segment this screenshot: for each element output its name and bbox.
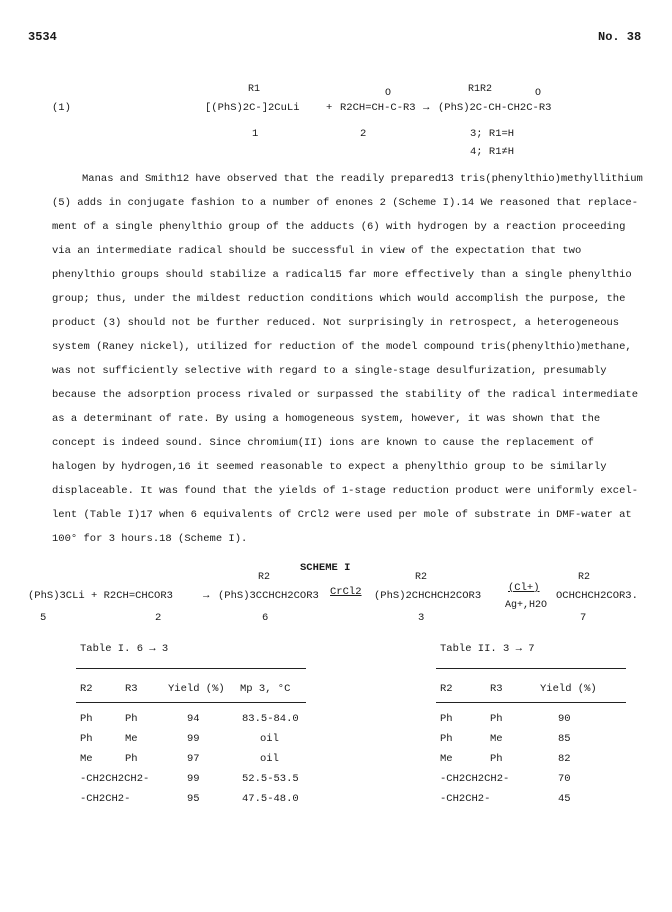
table-cell: 45 <box>558 793 571 805</box>
eq1-r1-label: R1 <box>248 84 261 95</box>
table-cell: 52.5-53.5 <box>242 773 299 785</box>
paragraph-line: was not sufficiently selective with regard to a single-stage desulfurization, presumably <box>52 365 607 377</box>
equation-label: (1) <box>52 102 71 114</box>
table-cell: Ph <box>80 733 93 745</box>
compound-number-5: 5 <box>40 612 47 624</box>
table-header: Yield (%) <box>540 683 597 695</box>
table-header: R3 <box>490 683 503 695</box>
eq1-product: (PhS)2C-CH-CH2C-R3 <box>438 102 552 114</box>
compound-number-4: 4; R1≠H <box>470 146 515 158</box>
table-cell: Ph <box>490 753 503 765</box>
table-cell: Me <box>490 733 503 745</box>
paragraph-line: displaceable. It was found that the yields of 1-stage reduction product were uniformly excel- <box>52 485 638 497</box>
paragraph-line: product (3) should not be further reduced. Not surprisingly in retrospect, a heterogeneous <box>52 317 620 329</box>
table-cell: -CH2CH2- <box>80 793 131 805</box>
scheme-reagent-crcl2: CrCl2 <box>330 586 362 598</box>
scheme-reagent-chloronium: (Cl+) <box>508 582 540 594</box>
table-cell: -CH2CH2- <box>440 793 491 805</box>
page-number: 3534 <box>28 30 57 44</box>
issue-number: No. 38 <box>598 30 642 44</box>
table-cell: Ph <box>80 713 93 725</box>
scheme-reactants: (PhS)3CLi + R2CH=CHCOR3 <box>28 590 173 602</box>
paragraph-line: phenylthio groups should stabilize a radical15 far more effectively than a single phenylthio <box>52 269 632 281</box>
table-cell: Ph <box>125 713 138 725</box>
table-title: Table II. 3 → 7 <box>440 643 535 655</box>
paragraph-line: system (Raney nickel), utilized for reduction of the model compound tris(phenylthio)methane, <box>52 341 632 353</box>
table-rule-mid <box>436 702 626 703</box>
scheme-title: SCHEME I <box>300 562 351 574</box>
eq1-arrow: → <box>423 102 430 114</box>
table-cell: 85 <box>558 733 571 745</box>
eq1-oxygen-1: O <box>385 88 392 99</box>
table-cell: 97 <box>187 753 200 765</box>
compound-number-1: 1 <box>252 128 259 140</box>
compound-number-2: 2 <box>360 128 367 140</box>
paragraph-line: 100° for 3 hours.18 (Scheme I). <box>52 533 248 545</box>
paragraph-line: ment of a single phenylthio group of the adducts (6) with hydrogen by a reaction proceeding <box>52 221 626 233</box>
eq1-r1r2-label: R1R2 <box>468 84 493 95</box>
scheme-arrow: → <box>203 590 210 602</box>
table-cell: oil <box>260 733 279 745</box>
table-title: Table I. 6 → 3 <box>80 643 169 655</box>
scheme-final-product: OCHCHCH2COR3. <box>556 590 638 602</box>
paragraph-line: because the adsorption process rivaled or surpassed the stability of the radical intermediate <box>52 389 638 401</box>
table-cell: -CH2CH2CH2- <box>80 773 150 785</box>
table-rule-top <box>436 668 626 669</box>
scheme-adduct: (PhS)3CCHCH2COR3 <box>218 590 319 602</box>
table-cell: 95 <box>187 793 200 805</box>
scheme-reduced-product: (PhS)2CHCHCH2COR3 <box>374 590 482 602</box>
paragraph-line: concept is indeed sound. Since chromium(II) ions are known to cause the replacement of <box>52 437 594 449</box>
table-header: R3 <box>125 683 138 695</box>
scheme-r2-label: R2 <box>578 572 591 583</box>
table-cell: -CH2CH2CH2- <box>440 773 510 785</box>
table-cell: 99 <box>187 773 200 785</box>
table-cell: 70 <box>558 773 571 785</box>
table-cell: 90 <box>558 713 571 725</box>
table-rule-top <box>76 668 306 669</box>
table-cell: Me <box>440 753 453 765</box>
paragraph-line: group; thus, under the mildest reduction conditions which would accomplish the purpose, the <box>52 293 626 305</box>
paragraph-line: via an intermediate radical should be successful in view of the expectation that two <box>52 245 582 257</box>
table-cell: Me <box>125 733 138 745</box>
compound-number-6: 6 <box>262 612 269 624</box>
table-cell: 94 <box>187 713 200 725</box>
paragraph-line: as a determinant of rate. By using a homogeneous system, however, it was shown that the <box>52 413 601 425</box>
table-header: R2 <box>80 683 93 695</box>
paragraph-line: lent (Table I)17 when 6 equivalents of CrCl2 were used per mole of substrate in DMF-water at <box>52 509 632 521</box>
compound-number-3: 3 <box>418 612 425 624</box>
eq1-reactant-1: [(PhS)2C-]2CuLi <box>205 102 300 114</box>
paragraph-line: halogen by hydrogen,16 it seemed reasonable to expect a phenylthio group to be similarly <box>52 461 607 473</box>
table-cell: Ph <box>125 753 138 765</box>
table-header: R2 <box>440 683 453 695</box>
compound-number-3: 3; R1=H <box>470 128 515 140</box>
scheme-r2-label: R2 <box>258 572 271 583</box>
table-header: Yield (%) <box>168 683 225 695</box>
table-cell: Me <box>80 753 93 765</box>
table-cell: 83.5-84.0 <box>242 713 299 725</box>
table-header: Mp 3, °C <box>240 683 291 695</box>
table-cell: oil <box>260 753 279 765</box>
paragraph-line: (5) adds in conjugate fashion to a number of enones 2 (Scheme I).14 We reasoned that replace- <box>52 197 638 209</box>
table-rule-mid <box>76 702 306 703</box>
eq1-reactant-2: R2CH=CH-C-R3 <box>340 102 416 114</box>
compound-number-7: 7 <box>580 612 587 624</box>
compound-number-2: 2 <box>155 612 162 624</box>
paragraph-line: Manas and Smith12 have observed that the readily prepared13 tris(phenylthio)methyllithium <box>82 173 643 185</box>
eq1-plus: + <box>326 102 333 114</box>
scheme-reagent-silver: Ag+,H2O <box>505 600 548 611</box>
table-cell: 47.5-48.0 <box>242 793 299 805</box>
table-cell: Ph <box>440 713 453 725</box>
eq1-oxygen-2: O <box>535 88 542 99</box>
table-cell: Ph <box>490 713 503 725</box>
table-cell: Ph <box>440 733 453 745</box>
table-cell: 82 <box>558 753 571 765</box>
table-cell: 99 <box>187 733 200 745</box>
scheme-r2-label: R2 <box>415 572 428 583</box>
